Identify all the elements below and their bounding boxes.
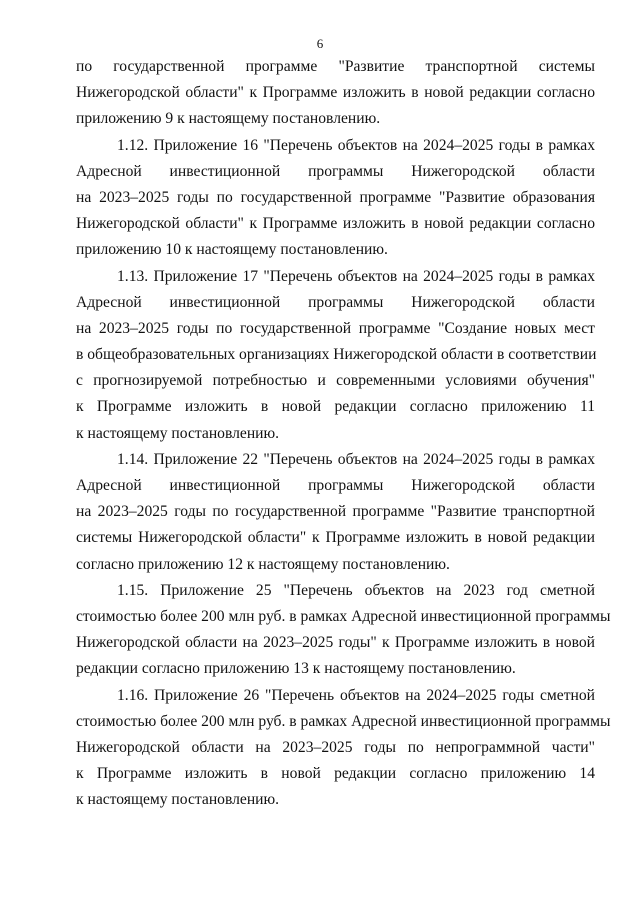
paragraph-line: Адресной инвестиционной программы Нижегородской области [76,477,595,494]
paragraph-line: редакции согласно приложению 13 к настоящему постановлению. [76,660,516,678]
paragraph-line: к Программе изложить в новой редакции согласно приложению 11 [76,398,595,416]
paragraph-line: Нижегородской области" к Программе изложить в новой редакции согласно [76,215,595,233]
paragraph-line: Адресной инвестиционной программы Нижегородской области [76,293,595,311]
paragraph-line: по государственной программе "Развитие транспортной системы [76,58,595,75]
paragraph-line: Нижегородской области" к Программе изложить в новой редакции согласно [76,84,595,102]
paragraph-line: Нижегородской области на 2023–2025 годы по непрограммной части" [76,738,595,756]
paragraph-line: в общеобразовательных организациях Нижегородской области в соответствии [76,346,597,364]
paragraph-first-line: 1.12. Приложение 16 "Перечень объектов на 2024–2025 годы в рамках [117,136,595,154]
paragraph-line: к Программе изложить в новой редакции согласно приложению 14 [76,765,595,783]
paragraph-line: Адресной инвестиционной программы Нижегородской области [76,162,595,180]
paragraph-line: Нижегородской области на 2023–2025 годы" к Программе изложить в новой [76,634,595,652]
paragraph-first-line: 1.14. Приложение 22 "Перечень объектов на 2024–2025 годы в рамках [117,450,595,468]
paragraph-first-line: 1.13. Приложение 17 "Перечень объектов на 2024–2025 годы в рамках [117,267,595,285]
paragraph-line: на 2023–2025 годы по государственной программе "Создание новых мест [76,319,595,337]
paragraph-line: приложению 10 к настоящему постановлению. [76,241,388,259]
paragraph-line: к настоящему постановлению. [76,791,280,809]
paragraph-line: стоимостью более 200 млн руб. в рамках Адресной инвестиционной программы [76,712,611,730]
page-number: 6 [316,36,324,51]
paragraph-line: к настоящему постановлению. [76,424,280,442]
paragraph-line: согласно приложению 12 к настоящему постановлению. [76,555,450,573]
paragraph-first-line: 1.16. Приложение 26 "Перечень объектов на 2024–2025 годы сметной [117,686,595,704]
paragraph-line: системы Нижегородской области" к Программе изложить в новой редакции [76,529,595,547]
document-body [76,54,611,813]
paragraph-line: на 2023–2025 годы по государственной программе "Развитие транспортной [76,503,595,521]
paragraph-line: на 2023–2025 годы по государственной программе "Развитие образования [76,188,595,206]
paragraph-line: с прогнозируемой потребностью и современными условиями обучения" [76,372,595,390]
paragraph-line: приложению 9 к настоящему постановлению. [76,110,381,128]
paragraph-first-line: 1.15. Приложение 25 "Перечень объектов на 2023 год сметной [117,581,595,599]
paragraph-line: стоимостью более 200 млн руб. в рамках Адресной инвестиционной программы [76,607,611,625]
